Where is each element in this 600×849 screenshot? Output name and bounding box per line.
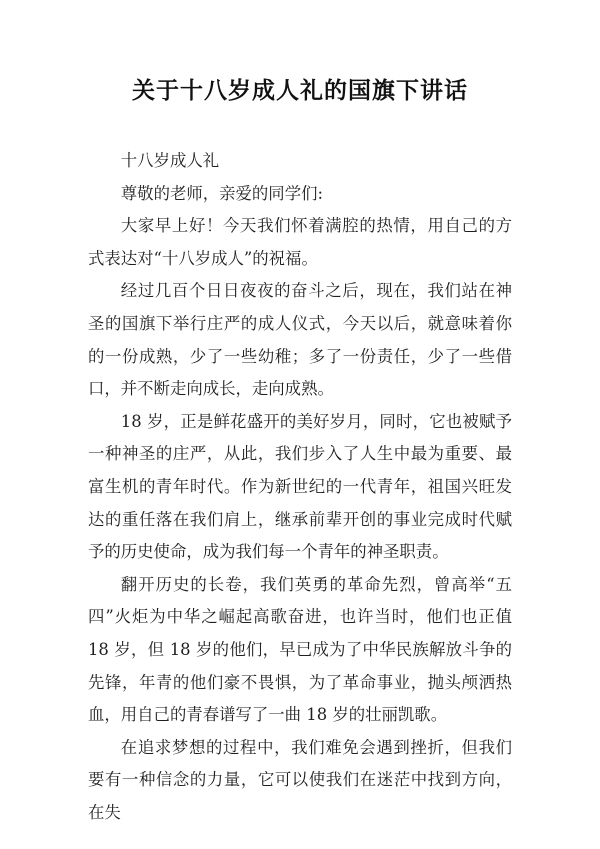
paragraph: 经过几百个日日夜夜的奋斗之后，现在，我们站在神圣的国旗下举行庄严的成人仪式，今天以后，就意味着你的一份成熟，少了一些幼稚；多了一份责任，少了一些借口，并不断走向成长，走向成熟。 bbox=[88, 281, 512, 399]
document-body bbox=[88, 145, 512, 829]
paragraph: 18 岁，正是鲜花盛开的美好岁月，同时，它也被赋予一种神圣的庄严，从此，我们步入了人生中最为重要、最富生机的青年时代。作为新世纪的一代青年，祖国兴旺发达的重任落在我们肩上，继承前辈开创的事业完成时代赋予的历史使命，成为我们每一个青年的神圣职责。 bbox=[88, 411, 512, 562]
paragraph-salutation: 尊敬的老师，亲爱的同学们: bbox=[120, 183, 324, 203]
paragraph-heading: 十八岁成人礼 bbox=[120, 151, 220, 170]
paragraph: 大家早上好！今天我们怀着满腔的热情，用自己的方式表达对“十八岁成人”的祝福。 bbox=[88, 216, 512, 268]
paragraph: 翻开历史的长卷，我们英勇的革命先烈，曾高举“五四”火炬为中华之崛起高歌奋进，也许当时，他们也正值 18 岁，但 18 岁的他们，早已成为了中华民族解放斗争的先锋，年青的他们豪不畏惧，为了革命事业，抛头颅洒热血，用自己的青春谱写了一曲 18 岁的壮丽凯歌。 bbox=[88, 574, 512, 725]
document-title: 关于十八岁成人礼的国旗下讲话 bbox=[132, 77, 468, 104]
paragraph: 在追求梦想的过程中，我们难免会遇到挫折，但我们要有一种信念的力量，它可以使我们在迷茫中找到方向，在失 bbox=[88, 737, 512, 822]
